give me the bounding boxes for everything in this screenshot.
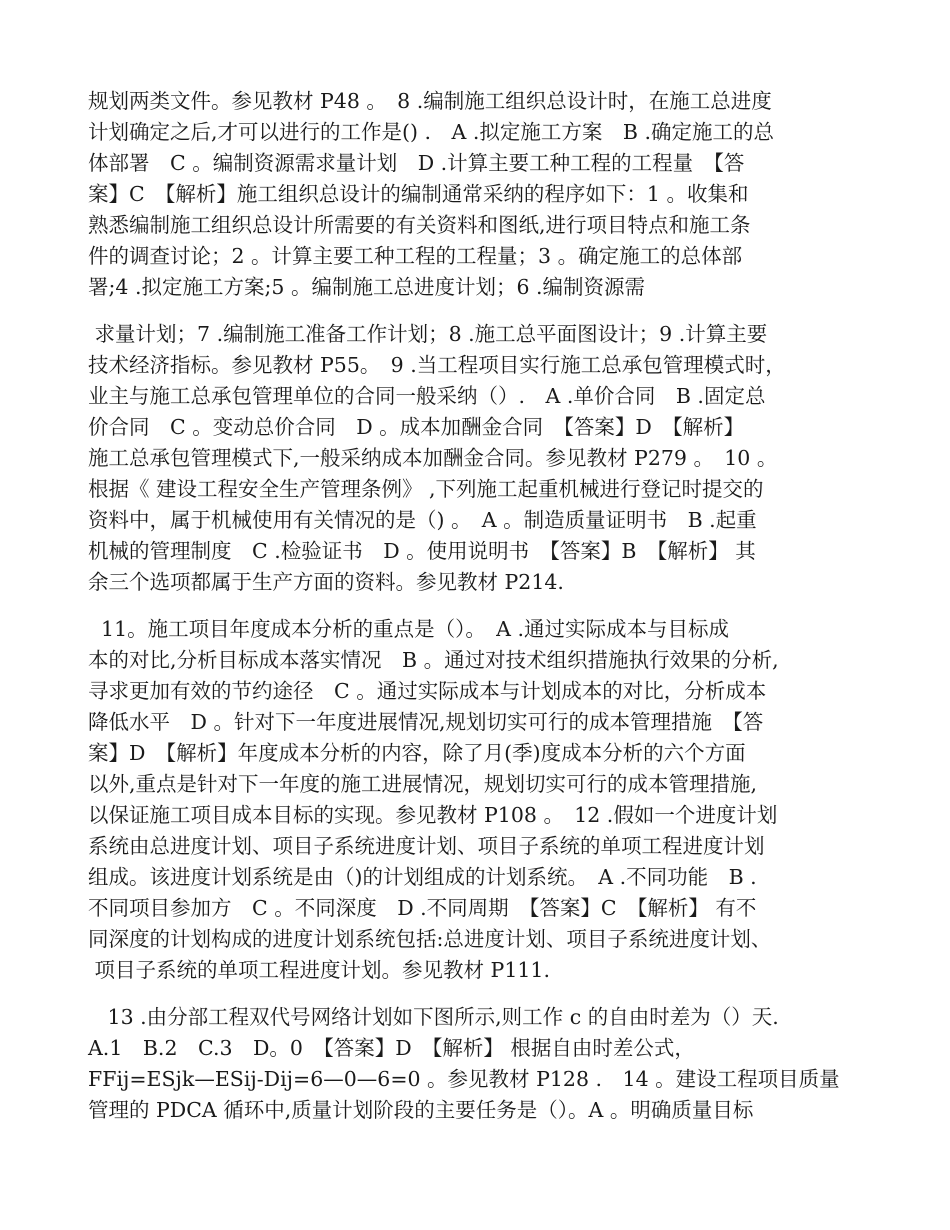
text-line: 价合同 C 。变动总价合同 D 。成本加酬金合同 【答案】D 【解析】 (88, 415, 745, 439)
text-line: 案】C 【解析】施工组织总设计的编制通常采纳的程序如下：1 。收集和 (88, 182, 749, 206)
text-line: 技术经济指标。参见教材 P55。 9 .当工程项目实行施工总承包管理模式时， (88, 353, 786, 377)
paragraph-3 (88, 614, 878, 986)
text-line: 体部署 C 。编制资源需求量计划 D .计算主要工种工程的工程量 【答 (88, 151, 745, 175)
text-line: 熟悉编制施工组织总设计所需要的有关资料和图纸,进行项目特点和施工条 (88, 213, 751, 237)
text-line: 案】D 【解析】年度成本分析的内容，除了月(季)度成本分析的六个方面 (88, 741, 746, 765)
text-line: A.1 B.2 C.3 D。0 【答案】D 【解析】 根据自由时差公式， (88, 1036, 695, 1060)
paragraph-1 (88, 86, 878, 303)
text-line: 组成。该进度计划系统是由（)的计划组成的计划系统。 A .不同功能 B . (88, 865, 757, 889)
text-line: 根据《 建设工程安全生产管理条例》 ,下列施工起重机械进行登记时提交的 (88, 477, 764, 501)
text-line: 本的对比,分析目标成本落实情况 B 。通过对技术组织措施执行效果的分析, (88, 648, 779, 672)
text-line: 寻求更加有效的节约途径 C 。通过实际成本与计划成本的对比，分析成本 (88, 679, 767, 703)
document-page (88, 86, 878, 1126)
text-line: 机械的管理制度 C .检验证书 D 。使用说明书 【答案】B 【解析】 其 (88, 539, 756, 563)
text-line: 管理的 PDCA 循环中,质量计划阶段的主要任务是（）。A 。明确质量目标 (88, 1098, 754, 1122)
text-line: 件的调查讨论；2 。计算主要工种工程的工程量；3 。确定施工的总体部 (88, 244, 743, 268)
text-line: 资料中，属于机械使用有关情况的是（) 。 A 。制造质量证明书 B .起重 (88, 508, 757, 532)
text-line: 13 .由分部工程双代号网络计划如下图所示,则工作 c 的自由时差为（）天. (88, 1005, 779, 1029)
text-line: 11。施工项目年度成本分析的重点是（）。 A .通过实际成本与目标成 (88, 617, 729, 641)
text-line: 署;4 .拟定施工方案;5 。编制施工总进度计划；6 .编制资源需 (88, 275, 646, 299)
text-line: 同深度的计划构成的进度计划系统包括:总进度计划、项目子系统进度计划、 (88, 927, 772, 951)
paragraph-gap (88, 598, 878, 614)
text-line: 求量计划；7 .编制施工准备工作计划；8 .施工总平面图设计；9 .计算主要 (88, 322, 768, 346)
text-line: 不同项目参加方 C 。不同深度 D .不同周期 【答案】C 【解析】 有不 (88, 896, 757, 920)
paragraph-2 (88, 319, 878, 598)
text-line: 项目子系统的单项工程进度计划。参见教材 P111. (88, 958, 550, 982)
text-line: 规划两类文件。参见教材 P48 。 8 .编制施工组织总设计时，在施工总进度 (88, 89, 772, 113)
text-line: 以保证施工项目成本目标的实现。参见教材 P108 。 12 .假如一个进度计划 (88, 803, 778, 827)
text-line: 降低水平 D 。针对下一年度进展情况,规划切实可行的成本管理措施 【答 (88, 710, 764, 734)
paragraph-gap (88, 986, 878, 1002)
paragraph-gap (88, 303, 878, 319)
paragraph-4 (88, 1002, 878, 1126)
text-line: 以外,重点是针对下一年度的施工进展情况，规划切实可行的成本管理措施, (88, 772, 758, 796)
text-line: 业主与施工总承包管理单位的合同一般采纳（）. A .单价合同 B .固定总 (88, 384, 766, 408)
text-line: 计划确定之后,才可以进行的工作是() . A .拟定施工方案 B .确定施工的总 (88, 120, 774, 144)
text-line: 施工总承包管理模式下,一般采纳成本加酬金合同。参见教材 P279 。 10 。 (88, 446, 778, 470)
text-line: 系统由总进度计划、项目子系统进度计划、项目子系统的单项工程进度计划 (88, 834, 765, 858)
text-line: FFij=ESjk—ESij-Dij=6—0—6=0 。参见教材 P128 . 14 。建设工程项目质量 (88, 1067, 840, 1091)
text-line: 余三个选项都属于生产方面的资料。参见教材 P214. (88, 570, 564, 594)
